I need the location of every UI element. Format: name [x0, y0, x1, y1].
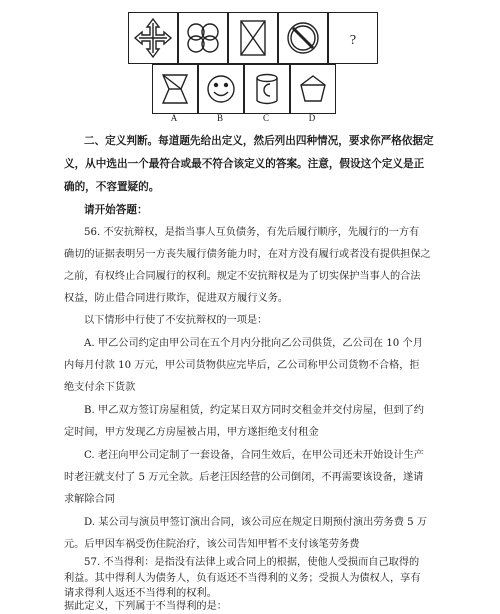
q56-option-a-line1: A. 甲乙公司约定由甲公司在五个月内分批向乙公司供货，乙公司在 10 个月	[84, 338, 423, 349]
q56-option-b-line1: B. 甲乙双方签订房屋租赁，约定某日双方同时交租金并交付房屋，但到了约	[84, 405, 424, 416]
sequence-figure-unknown	[328, 12, 378, 64]
q56-option-a-line3: 绝支付余下货款	[64, 382, 136, 393]
sequence-figure-1	[128, 12, 178, 64]
pentagon-icon	[291, 65, 335, 113]
start-answer-heading: 请开始答题：	[84, 204, 148, 216]
hourglass-icon	[229, 13, 277, 63]
sequence-figure-3	[228, 12, 278, 64]
option-figure-c	[244, 64, 290, 114]
q56-option-c-line3: 求解除合同	[64, 494, 115, 505]
option-label-b: B	[216, 113, 223, 123]
q56-definition-line1: 56. 不安抗辩权，是指当事人互负债务，有先后履行顺序，先履行的一方有	[84, 227, 420, 238]
q57-definition-line1: 57. 不当得利：是指没有法律上或合同上的根据，使他人受损而自己取得的	[84, 557, 420, 568]
overlapping-circles-icon	[179, 13, 227, 63]
section-heading-line1: 二、定义判断。每道题先给出定义，然后列出四种情况，要求你严格依据定	[84, 135, 434, 147]
q56-option-d-line2: 元。后甲因车祸受伤住院治疗，该公司告知甲暂不支付该笔劳务费	[64, 539, 360, 550]
section-heading-line2: 义，从中选出一个最符合或最不符合该定义的答案。注意，假设这个定义是正	[64, 158, 425, 170]
q57-definition-line3: 请求得利人返还不当得利的权利。	[64, 588, 217, 599]
q56-option-c-line1: C. 老汪向甲公司定制了一套设备，合同生效后，在甲公司还未开始设计生产	[84, 450, 424, 461]
slashed-circle-icon	[279, 13, 327, 63]
cylinder-moon-icon	[245, 65, 289, 113]
q56-option-a-line2: 内每月付款 10 万元，甲公司货物供应完毕后，乙公司称甲公司货物不合格，拒	[64, 360, 420, 371]
smiley-face-icon	[199, 65, 243, 113]
q56-option-b-line2: 定时间，甲方发现乙方房屋被占用，甲方遂拒绝支付租金	[64, 427, 319, 438]
section-heading-line3: 确的，不容置疑的。	[64, 181, 160, 193]
option-figure-a	[152, 64, 198, 114]
option-label-d: D	[308, 113, 316, 123]
folded-shape-icon	[153, 65, 197, 113]
q57-prompt: 据此定义，下列属于不当得利的是：	[64, 601, 227, 612]
q56-option-d-line1: D. 某公司与演员甲签订演出合同，该公司应在规定日期预付演出劳务费 5 万	[84, 517, 428, 528]
q56-definition-line4: 权益，防止借合同进行欺诈，促进双方履行义务。	[64, 293, 289, 304]
q57-definition-line2: 利益。其中得利人为债务人，负有返还不当得利的义务；受损人为债权人，享有	[64, 573, 421, 584]
sequence-figure-4	[278, 12, 328, 64]
option-figure-d	[290, 64, 336, 114]
option-label-c: C	[262, 113, 269, 123]
option-figure-b	[198, 64, 244, 114]
q56-prompt: 以下情形中行使了不安抗辩权的一项是：	[84, 315, 268, 326]
sequence-figure-2	[178, 12, 228, 64]
cross-arrows-icon	[129, 13, 177, 63]
q56-option-c-line2: 时老汪就支付了 5 万元全款。后老汪因经营的公司倒闭，不再需要该设备，遂请	[64, 472, 424, 483]
question-mark: ?	[349, 33, 357, 48]
q56-definition-line3: 之前，有权终止合同履行的权利。规定不安抗辩权是为了切实保护当事人的合法	[64, 271, 421, 282]
q56-definition-line2: 确切的证据表明另一方丧失履行债务能力时，在对方没有履行或者没有提供担保之	[64, 249, 431, 260]
option-label-a: A	[170, 113, 178, 123]
